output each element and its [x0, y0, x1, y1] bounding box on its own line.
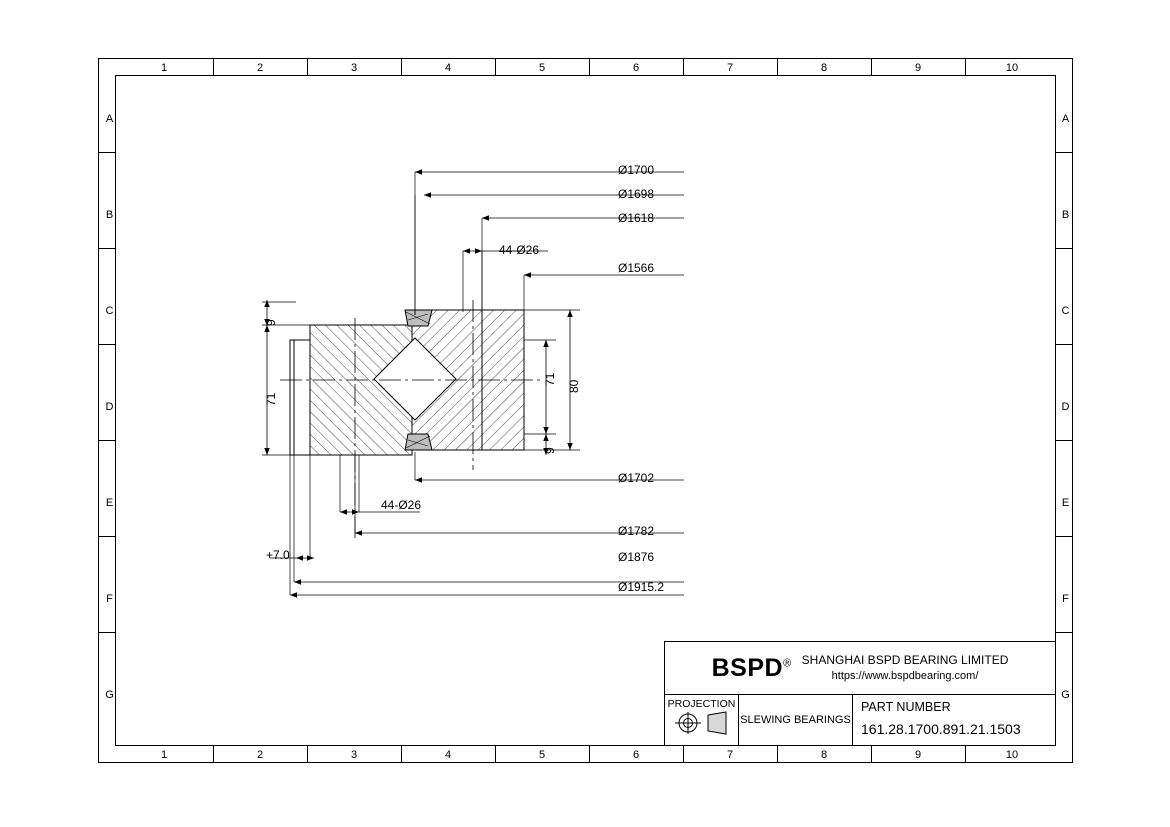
- zone-col-1-bottom: 1: [160, 749, 168, 761]
- zone-col-8-bottom: 8: [820, 749, 828, 761]
- part-number-value: 161.28.1700.891.21.1503: [861, 721, 1021, 737]
- dimension-v9-bottom: 9: [543, 447, 557, 454]
- zone-col-7-top: 7: [726, 62, 734, 74]
- zone-col-2-top: 2: [256, 62, 264, 74]
- zone-col-5-bottom: 5: [538, 749, 546, 761]
- part-number-cell: [853, 695, 1055, 745]
- first-angle-projection-icon: [670, 710, 734, 736]
- zone-row-c-left: C: [105, 305, 114, 317]
- zone-col-7-bottom: 7: [726, 749, 734, 761]
- zone-col-6-top: 6: [632, 62, 640, 74]
- zone-col-10-bottom: 10: [1005, 749, 1019, 761]
- dimension-d1566: Ø1566: [618, 261, 655, 275]
- zone-row-b-right: B: [1061, 209, 1070, 221]
- projection-cell: [665, 695, 739, 745]
- title-block-body: [665, 695, 1055, 745]
- zone-row-g-right: G: [1061, 689, 1070, 701]
- dimension-plus-7: +7.0: [266, 548, 290, 562]
- zone-col-9-top: 9: [914, 62, 922, 74]
- zone-row-g-left: G: [105, 689, 114, 701]
- zone-col-5-top: 5: [538, 62, 546, 74]
- dimension-holes-top: 44-Ø26: [499, 243, 540, 257]
- zone-row-c-right: C: [1061, 305, 1070, 317]
- zone-row-a-right: A: [1061, 113, 1070, 125]
- brand-name: BSPD: [711, 653, 784, 682]
- title-block-header: [665, 642, 1055, 695]
- dimension-holes-bottom: 44-Ø26: [381, 498, 422, 512]
- title-block: [664, 641, 1056, 746]
- brand-logo: [712, 654, 792, 683]
- dimension-v71-left: 71: [264, 392, 278, 406]
- dimension-d1782: Ø1782: [618, 524, 655, 538]
- zone-col-4-top: 4: [444, 62, 452, 74]
- dimension-d1618: Ø1618: [618, 211, 655, 225]
- part-number-label: PART NUMBER: [861, 700, 951, 714]
- zone-row-f-right: F: [1062, 593, 1069, 605]
- dimension-d1700: Ø1700: [618, 163, 655, 177]
- zone-row-a-left: A: [105, 113, 114, 125]
- company-name: SHANGHAI BSPD BEARING LIMITED: [801, 653, 1009, 668]
- zone-col-2-bottom: 2: [256, 749, 264, 761]
- zone-col-3-top: 3: [350, 62, 358, 74]
- zone-col-4-bottom: 4: [444, 749, 452, 761]
- projection-label: PROJECTION: [667, 698, 736, 710]
- zone-row-b-left: B: [105, 209, 114, 221]
- registered-mark-icon: ®: [783, 657, 792, 670]
- zone-col-8-top: 8: [820, 62, 828, 74]
- zone-col-1-top: 1: [160, 62, 168, 74]
- zone-row-e-left: E: [105, 497, 114, 509]
- dimension-v9-top: 9: [264, 319, 278, 326]
- company-info: [802, 652, 1009, 683]
- dimension-d1698: Ø1698: [618, 187, 655, 201]
- zone-row-d-left: D: [105, 401, 114, 413]
- dimension-d1915-2: Ø1915.2: [618, 580, 665, 594]
- zone-row-e-right: E: [1061, 497, 1070, 509]
- zone-col-3-bottom: 3: [350, 749, 358, 761]
- zone-row-d-right: D: [1061, 401, 1070, 413]
- zone-row-f-left: F: [106, 593, 113, 605]
- product-type-cell: SLEWING BEARINGS: [739, 695, 853, 745]
- dimension-v71-right: 71: [543, 372, 557, 386]
- zone-col-9-bottom: 9: [914, 749, 922, 761]
- zone-col-10-top: 10: [1005, 62, 1019, 74]
- dimension-v80: 80: [567, 379, 581, 393]
- company-url[interactable]: https://www.bspdbearing.com/: [831, 669, 979, 682]
- dimension-d1702: Ø1702: [618, 471, 655, 485]
- zone-col-6-bottom: 6: [632, 749, 640, 761]
- dimension-d1876: Ø1876: [618, 550, 655, 564]
